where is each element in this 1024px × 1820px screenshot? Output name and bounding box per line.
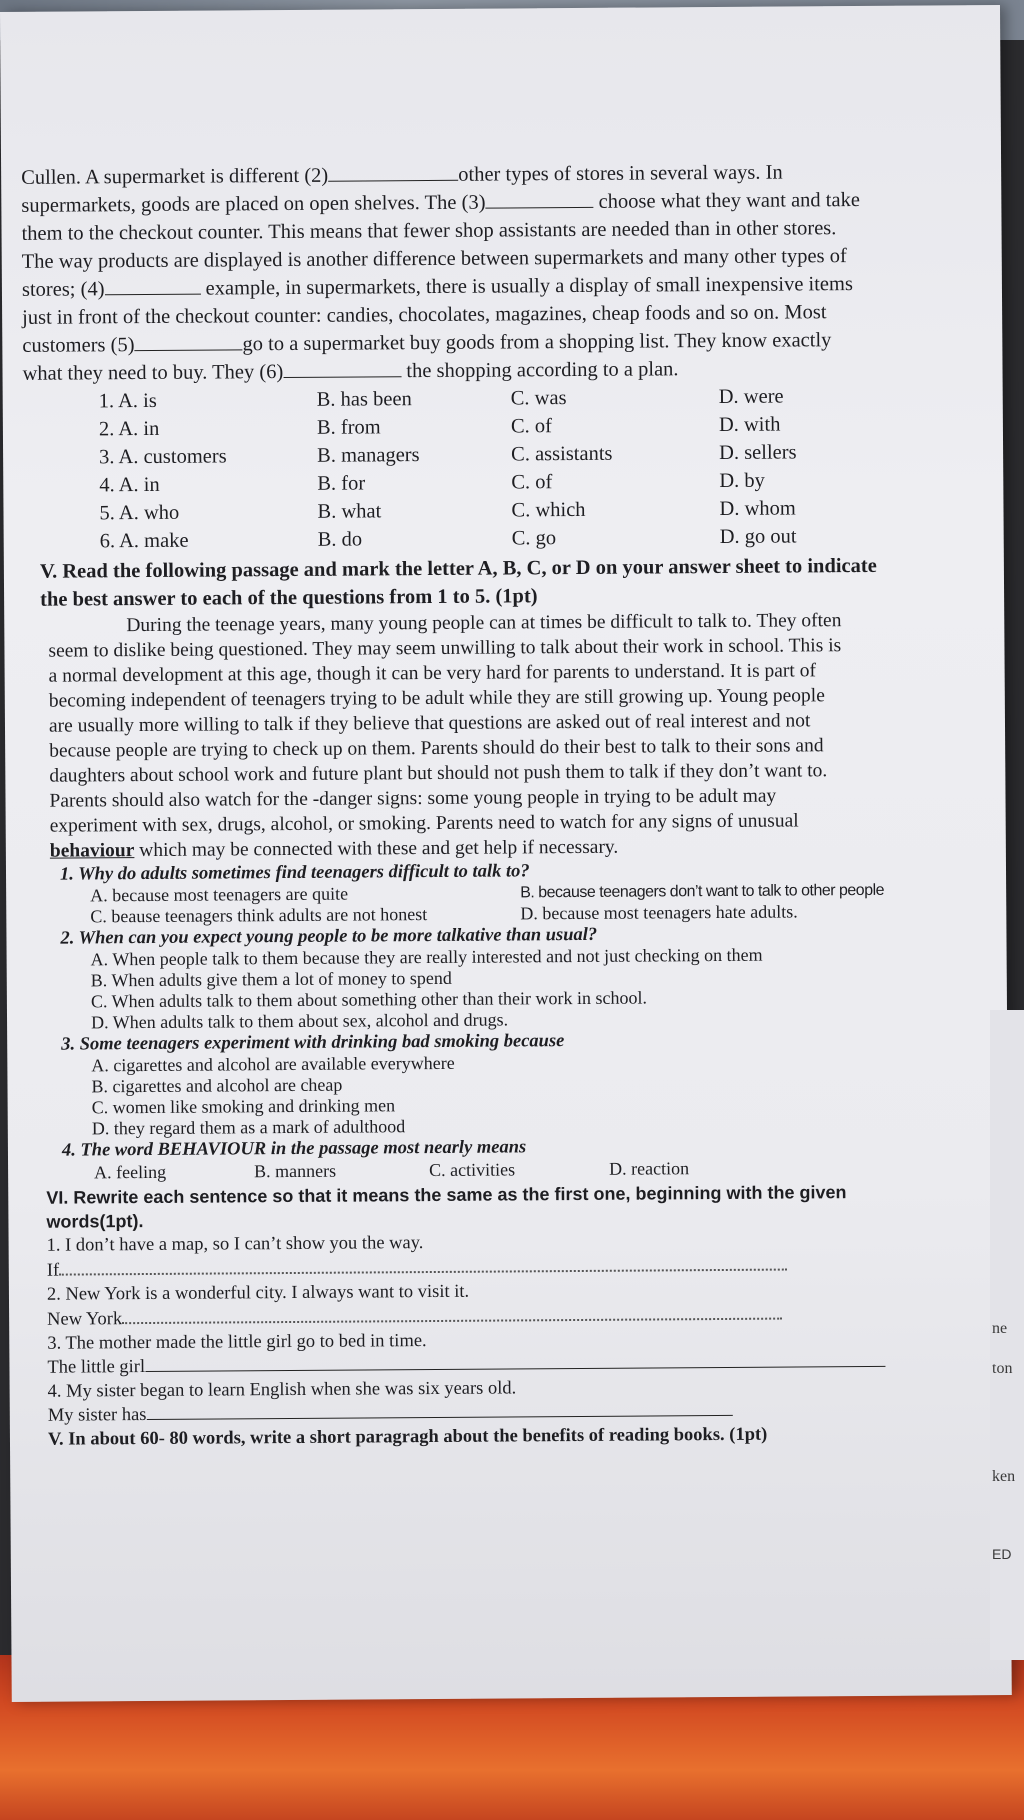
answer-a[interactable]: A. feeling: [94, 1161, 167, 1183]
cloze-text: just in front of the checkout counter: candies, chocolates, magazines, cheap foods and so on. Most: [22, 301, 827, 329]
cloze-text: supermarkets, goods are placed on open shelves. The (3): [21, 191, 486, 217]
cloze-text: the shopping according to a plan.: [406, 358, 679, 383]
cloze-text: choose what they want and take: [598, 189, 860, 213]
passage-text: daughters about school work and future plant but should not push them to talk if they don’t want to.: [49, 760, 828, 787]
passage-text: Parents should also watch for the -danger signs: some young people in trying to be adult may: [49, 785, 777, 812]
option-c[interactable]: C. go: [511, 527, 557, 550]
adjacent-page-edge: [990, 1010, 1024, 1660]
passage-text: experiment with sex, drugs, alcohol, or smoking. Parents need to watch for any signs of unusual: [49, 810, 799, 837]
section-heading: words(1pt).: [46, 1211, 144, 1232]
option-c[interactable]: C. of: [510, 415, 552, 438]
option-d[interactable]: D. whom: [719, 497, 796, 520]
option-c[interactable]: C. which: [511, 498, 586, 522]
rewrite-prompt: 3. The mother made the little girl go to bed in time.: [47, 1331, 427, 1354]
option-a[interactable]: 1. A. is: [98, 389, 157, 413]
passage-text: which may be connected with these and get help if necessary.: [134, 836, 619, 862]
option-b[interactable]: B. for: [317, 472, 366, 495]
answer-c[interactable]: C. women like smoking and drinking men: [91, 1095, 396, 1118]
blank-3[interactable]: [485, 189, 593, 209]
option-a[interactable]: 4. A. in: [99, 473, 160, 497]
option-b[interactable]: B. what: [317, 500, 382, 523]
section-heading: V. Read the following passage and mark the letter A, B, C, or D on your answer sheet to indicate: [39, 554, 877, 583]
option-b[interactable]: B. has been: [316, 388, 412, 411]
option-a[interactable]: 6. A. make: [99, 529, 189, 553]
rewrite-prompt: 2. New York is a wonderful city. I always want to visit it.: [46, 1281, 470, 1305]
answer-b[interactable]: B. manners: [254, 1160, 337, 1182]
answer-d[interactable]: D. reaction: [609, 1158, 690, 1179]
section-heading: the best answer to each of the questions from 1 to 5. (1pt): [40, 585, 538, 611]
answer-line[interactable]: [146, 1399, 732, 1420]
answer-b[interactable]: B. When adults give them a lot of money to spend: [90, 967, 452, 991]
margin-text: ED: [992, 1546, 1012, 1562]
question-4: 4. The word BEHAVIOUR in the passage most nearly means: [61, 1137, 527, 1161]
passage-text: seem to dislike being questioned. They may seem unwilling to talk about their work in school. This is: [48, 635, 842, 662]
answer-c[interactable]: C. beause teenagers think adults are not honest: [90, 904, 428, 927]
worksheet-page: [0, 5, 1012, 1702]
answer-d[interactable]: D. When adults talk to them about sex, alcohol and drugs.: [90, 1009, 509, 1033]
rewrite-start: If: [46, 1260, 60, 1281]
answer-a[interactable]: A. because most teenagers are quite: [90, 883, 349, 906]
blank-6[interactable]: [283, 358, 401, 378]
option-row: [100, 521, 1014, 555]
rewrite-start: The little girl: [47, 1357, 146, 1378]
passage-text: are usually more willing to talk if they believe that questions are asked out of real interest and not: [48, 710, 811, 737]
option-c[interactable]: C. of: [511, 471, 553, 494]
underlined-word: behaviour: [49, 840, 135, 862]
question-1: 1. Why do adults sometimes find teenagers difficult to talk to?: [59, 861, 530, 885]
cloze-text: example, in supermarkets, there is usually a display of small inexpensive items: [205, 273, 853, 300]
rewrite-prompt: 1. I don’t have a map, so I can’t show you the way.: [46, 1233, 424, 1256]
answer-a[interactable]: A. When people talk to them because they are really interested and not just checking on them: [90, 944, 763, 970]
rewrite-start: New York: [47, 1309, 123, 1330]
cloze-text: The way products are displayed is another difference between supermarkets and many other types of: [21, 245, 847, 273]
passage-text: During the teenage years, many young people can at times be difficult to talk to. They often: [126, 610, 842, 637]
margin-text: ne: [992, 1320, 1008, 1337]
section-6: [28, 1179, 1020, 1452]
option-d[interactable]: D. go out: [719, 525, 797, 548]
option-d[interactable]: D. sellers: [719, 441, 797, 464]
worksheet-content: [21, 157, 1020, 1452]
passage-text: becoming independent of teenagers trying to be adult while they are still growing up. Young people: [48, 685, 825, 712]
answers-1: [90, 879, 1016, 927]
cloze-text: Cullen. A supermarket is different (2): [21, 164, 329, 189]
blank-2[interactable]: [328, 162, 458, 182]
answer-d[interactable]: D. they regard them as a mark of adulthood: [91, 1116, 406, 1139]
section-5: [24, 551, 1018, 1184]
answer-a[interactable]: A. cigarettes and alcohol are available everywhere: [91, 1052, 455, 1076]
answer-line[interactable]: [122, 1302, 782, 1325]
option-b[interactable]: B. do: [317, 528, 363, 551]
reading-passage: [48, 607, 1000, 864]
option-a[interactable]: 5. A. who: [99, 501, 180, 525]
margin-text: ken: [992, 1468, 1016, 1485]
passage-text: because people are trying to check up on them. Parents should do their best to talk to their sons and: [49, 735, 824, 762]
answers-3: [91, 1049, 1018, 1139]
cloze-passage: [21, 157, 1013, 388]
answers-2: [91, 943, 1018, 1033]
answer-d[interactable]: D. because most teenagers hate adults.: [520, 901, 798, 924]
cloze-text: stores; (4): [21, 278, 105, 301]
rewrite-prompt: 4. My sister began to learn English when she was six years old.: [47, 1378, 517, 1402]
cloze-text: customers (5): [22, 334, 135, 357]
cloze-text: what they need to buy. They (6): [22, 361, 284, 385]
question-3: 3. Some teenagers experiment with drinking bad smoking because: [61, 1031, 565, 1055]
answer-line[interactable]: [59, 1253, 787, 1276]
cloze-text: go to a supermarket buy goods from a shopping list. They know exactly: [242, 329, 832, 356]
section-heading: VI. Rewrite each sentence so that it means the same as the first one, beginning with the given: [46, 1182, 847, 1208]
passage-text: a normal development at this age, though it can be very hard for parents to understand. It is part of: [48, 660, 817, 687]
option-d[interactable]: D. with: [718, 413, 781, 436]
answer-c[interactable]: C. When adults talk to them about something other than their work in school.: [90, 987, 648, 1012]
blank-5[interactable]: [134, 331, 242, 351]
option-d[interactable]: D. were: [718, 385, 784, 408]
option-b[interactable]: B. managers: [317, 444, 420, 467]
cloze-text: other types of stores in several ways. In: [458, 161, 783, 186]
answer-b[interactable]: B. cigarettes and alcohol are cheap: [91, 1074, 343, 1097]
option-c[interactable]: C. was: [510, 387, 567, 410]
rewrite-start: My sister has: [47, 1405, 147, 1426]
option-c[interactable]: C. assistants: [511, 442, 613, 466]
question-2: 2. When can you expect young people to be more talkative than usual?: [60, 924, 598, 949]
margin-text: ton: [992, 1360, 1013, 1377]
option-a[interactable]: 2. A. in: [98, 417, 160, 441]
option-d[interactable]: D. by: [719, 469, 765, 492]
answer-c[interactable]: C. activities: [429, 1159, 516, 1181]
option-a[interactable]: 3. A. customers: [99, 445, 227, 469]
cloze-options: [99, 381, 1014, 555]
option-b[interactable]: B. from: [316, 416, 381, 439]
writing-task: V. In about 60- 80 words, write a short paragragh about the benefits of reading books. (1pt): [47, 1424, 768, 1450]
cloze-text: them to the checkout counter. This means that fewer shop assistants are needed than in other stores.: [21, 217, 837, 245]
answer-b[interactable]: B. because teenagers don’t want to talk to other people: [520, 881, 885, 902]
blank-4[interactable]: [104, 276, 200, 296]
